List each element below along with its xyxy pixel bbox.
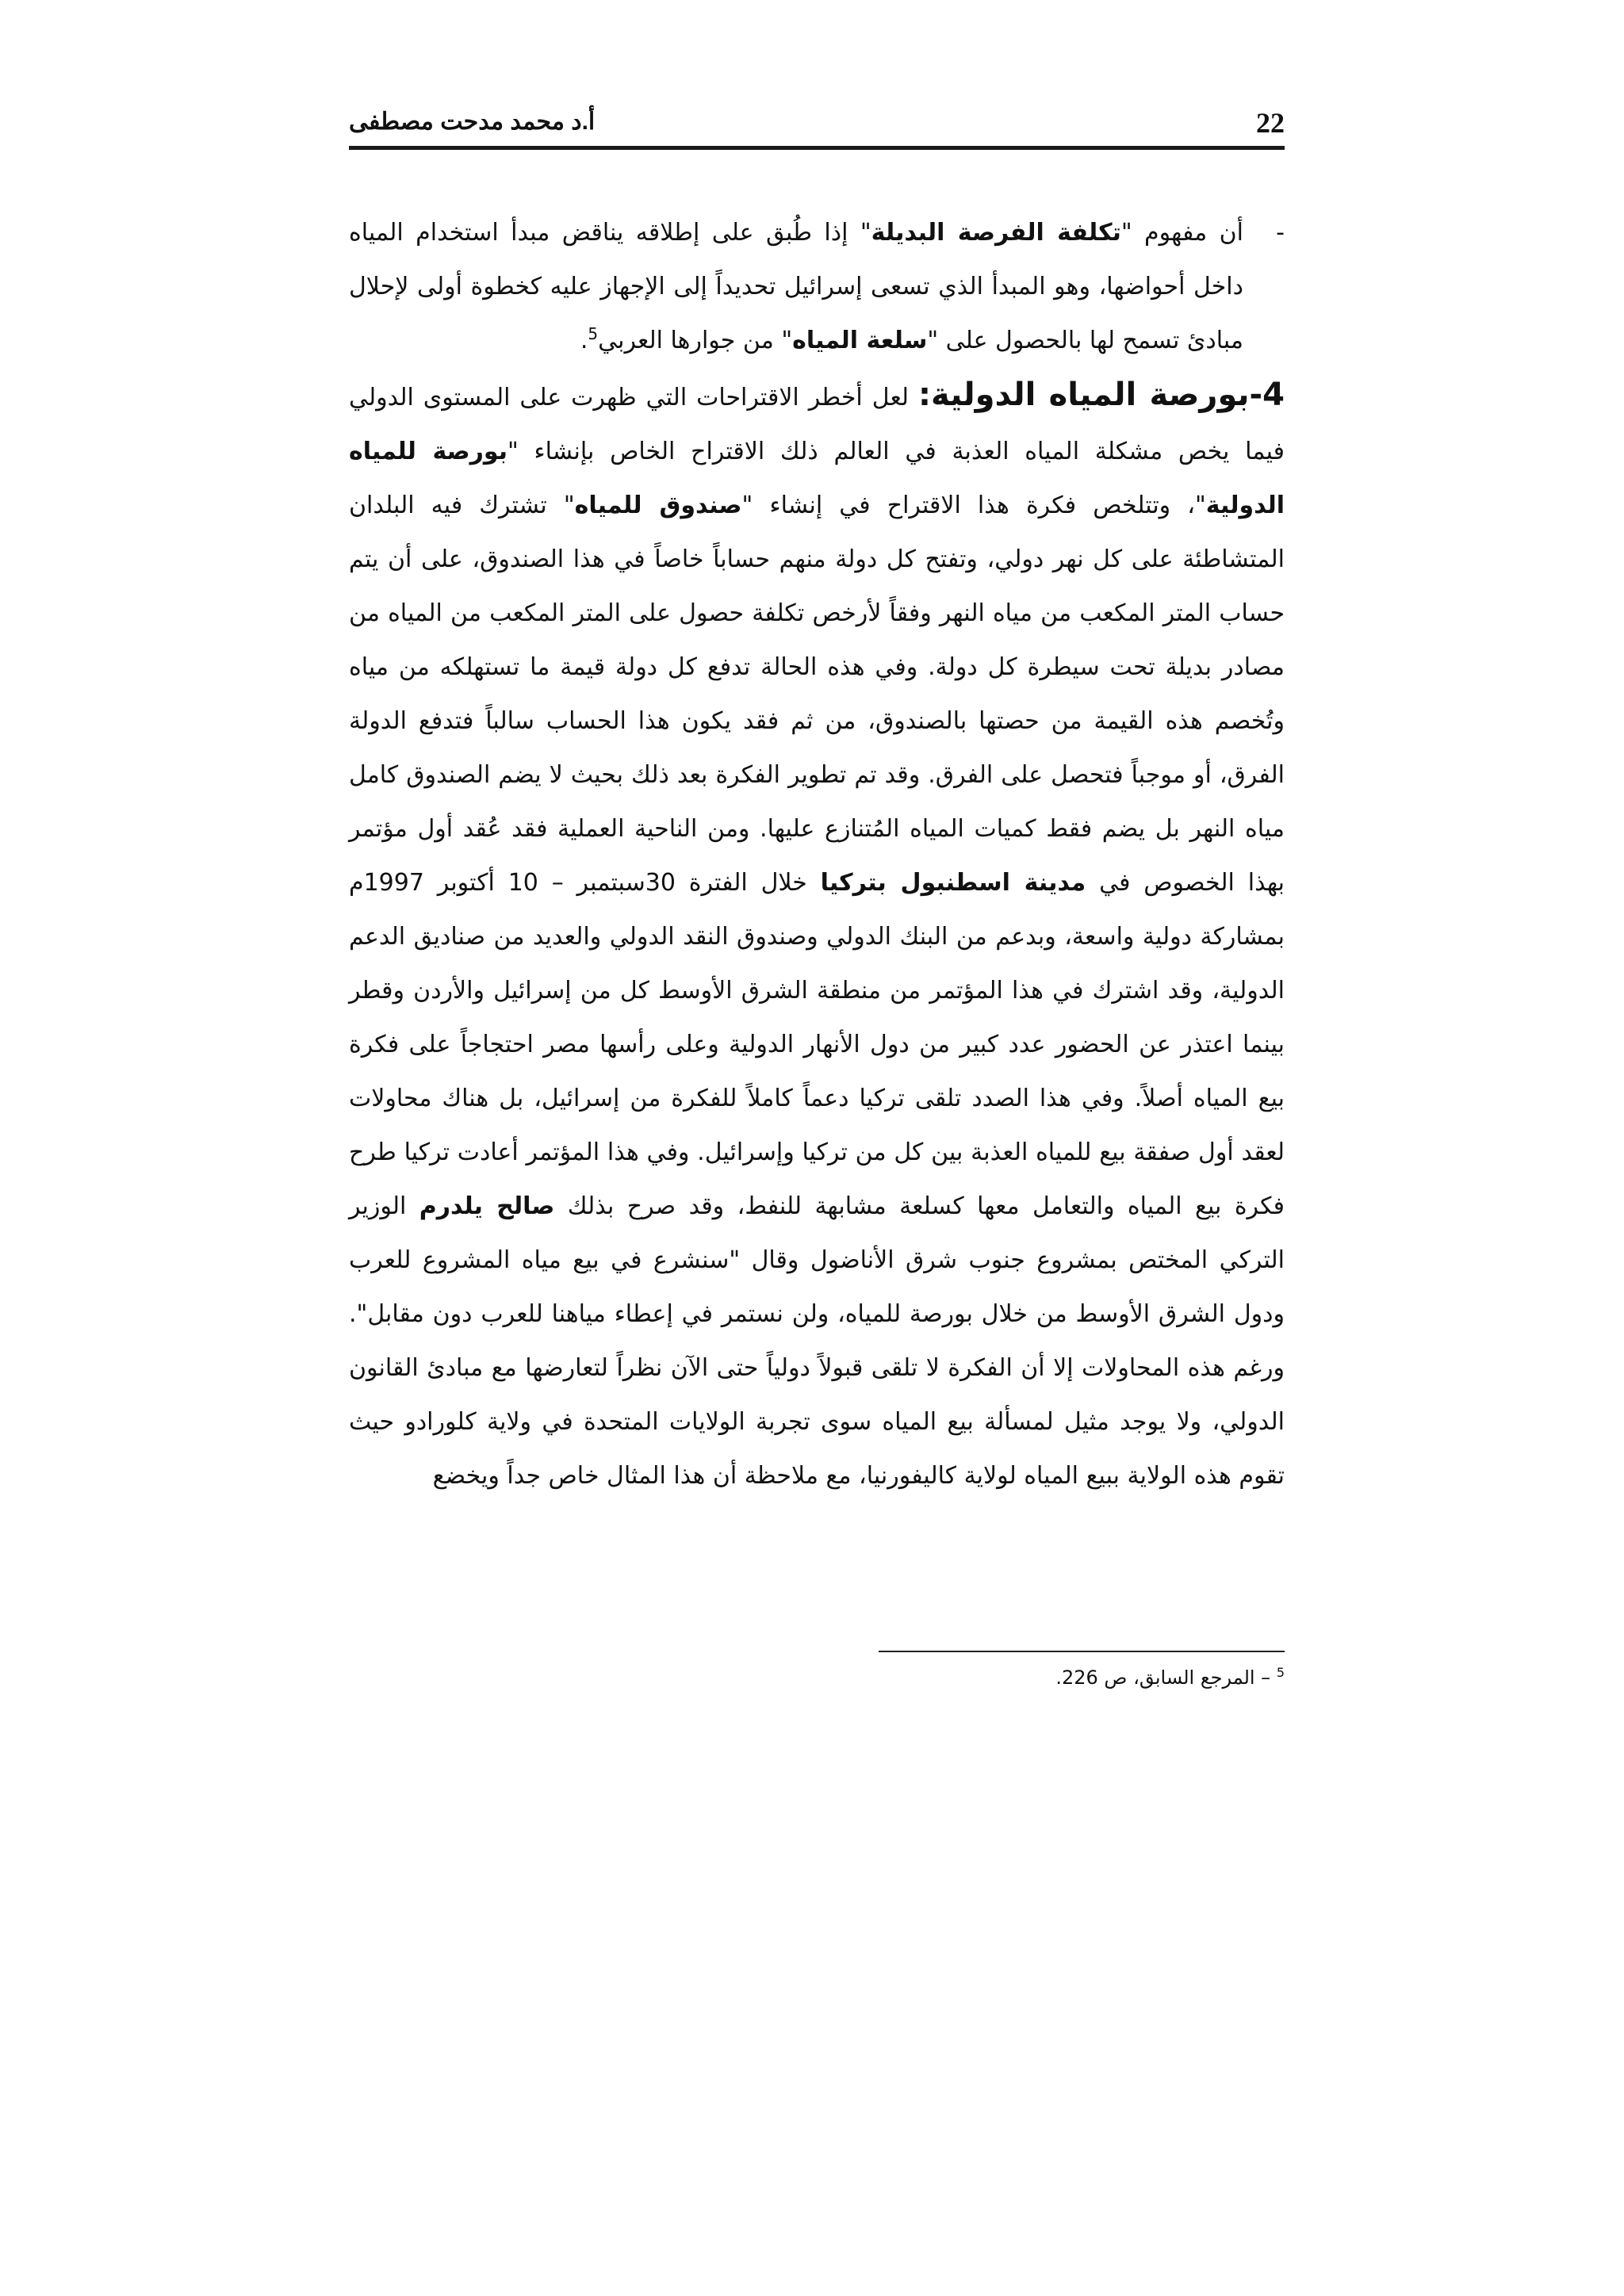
section-text-1: لعل أخطر الاقتراحات التي ظهرت على المستوى الدولي فيما يخص مشكلة المياه العذبة في العالم ذلك الاقتراح الخاص بإنشاء " xyxy=(349,384,1285,465)
running-header-author: أ.د محمد مدحت مصطفى xyxy=(349,109,596,135)
section-text-3: " تشترك فيه البلدان المتشاطئة على كل نهر دولي، وتفتح كل دولة منهم حساباً خاصاً في هذا الصندوق، على أن يتم حساب المتر المكعب من مياه النهر وفقاً لأرخص تكلفة حصول على المتر المكعب من المياه من مصادر بديلة تحت سيطرة كل دولة. وفي هذه الحالة تدفع كل دولة قيمة ما تستهلكه من مياه وتُخصم هذه القيمة من حصتها بالصندوق، من ثم فقد يكون هذا الحساب سالباً فتدفع الدولة الفرق، أو موجباً فتحصل على الفرق. وقد تم تطوير الفكرة بعد ذلك بحيث لا يضم الصندوق كامل مياه النهر بل يضم فقط كميات المياه المُتنازع عليها. ومن الناحية العملية فقد عُقد أول مؤتمر بهذا الخصوص في xyxy=(349,492,1285,897)
bullet-text-3: " من جوارها العربي xyxy=(598,327,793,354)
body-text xyxy=(349,206,1285,1503)
section-bold-water-fund: صندوق للمياه xyxy=(574,492,742,519)
bullet-bold-water-commodity: سلعة المياه xyxy=(792,327,928,354)
bullet-dash: - xyxy=(1276,219,1285,247)
page-number: 22 xyxy=(1256,107,1285,139)
section-text-4: خلال الفترة 30سبتمبر – 10 أكتوبر 1997م بمشاركة دولية واسعة، وبدعم من البنك الدولي وصندوق النقد الدولي والعديد من صناديق الدعم الدولية، وقد اشترك في هذا المؤتمر من منطقة الشرق الأوسط كل من إسرائيل والأردن وقطر بينما اعتذر عن الحضور عدد كبير من دول الأنهار الدولية وعلى رأسها مصر احتجاجاً على فكرة بيع المياه أصلاً. وفي هذا الصدد تلقى تركيا دعماً كاملاً للفكرة من إسرائيل، بل هناك محاولات لعقد أول صفقة بيع للمياه العذبة بين كل من تركيا وإسرائيل. وفي هذا المؤتمر أعادت تركيا طرح فكرة بيع المياه والتعامل معها كسلعة مشابهة للنفط، وقد صرح بذلك xyxy=(349,869,1285,1220)
bullet-text-1: أن مفهوم " xyxy=(1120,219,1243,247)
section-heading: 4-بورصة المياه الدولية: xyxy=(918,377,1285,413)
section-bold-water-exchange: بورصة للمياه الدولية xyxy=(349,438,1285,519)
bullet-text-4: . xyxy=(580,327,588,354)
footnote-separator xyxy=(879,1651,1285,1652)
section-bold-minister-name: صالح يلدرم xyxy=(419,1192,555,1220)
bullet-text-2: " إذا طُبق على إطلاقه يناقض مبدأ استخدام المياه داخل أحواضها، وهو المبدأ الذي تسعى إسرائيل تحديداً إلى الإجهاز عليه كخطوة أولى لإحلال مبادئ تسمح لها بالحصول على " xyxy=(349,219,1243,354)
footnote-reference[interactable]: 5 xyxy=(588,324,599,343)
footnote xyxy=(879,1662,1285,1693)
page-header xyxy=(349,95,1285,150)
section-text-2: "، وتتلخص فكرة هذا الاقتراح في إنشاء " xyxy=(741,492,1206,519)
section-bold-istanbul: مدينة اسطنبول بتركيا xyxy=(820,869,1086,897)
footnote-number: 5 xyxy=(1276,1665,1285,1680)
bullet-paragraph xyxy=(349,206,1285,368)
section-text-5: الوزير التركي المختص بمشروع جنوب شرق الأناضول وقال "سنشرع في بيع مياه المشروع للعرب ودول الشرق الأوسط من خلال بورصة للمياه، ولن نستمر في إعطاء مياهنا للعرب دون مقابل". ورغم هذه المحاولات إلا أن الفكرة لا تلقى قبولاً دولياً حتى الآن نظراً لتعارضها مع مبادئ القانون الدولي، ولا يوجد مثيل لمسألة بيع المياه سوى تجربة الولايات المتحدة في ولاية كلورادو حيث تقوم هذه الولاية ببيع المياه لولاية كاليفورنيا، مع ملاحظة أن هذا المثال خاص جداً ويخضع xyxy=(349,1192,1285,1490)
section-paragraph xyxy=(349,368,1285,1503)
footnote-text: – المرجع السابق، ص 226. xyxy=(1055,1667,1277,1689)
bullet-bold-opportunity-cost: تكلفة الفرصة البديلة xyxy=(871,219,1121,247)
